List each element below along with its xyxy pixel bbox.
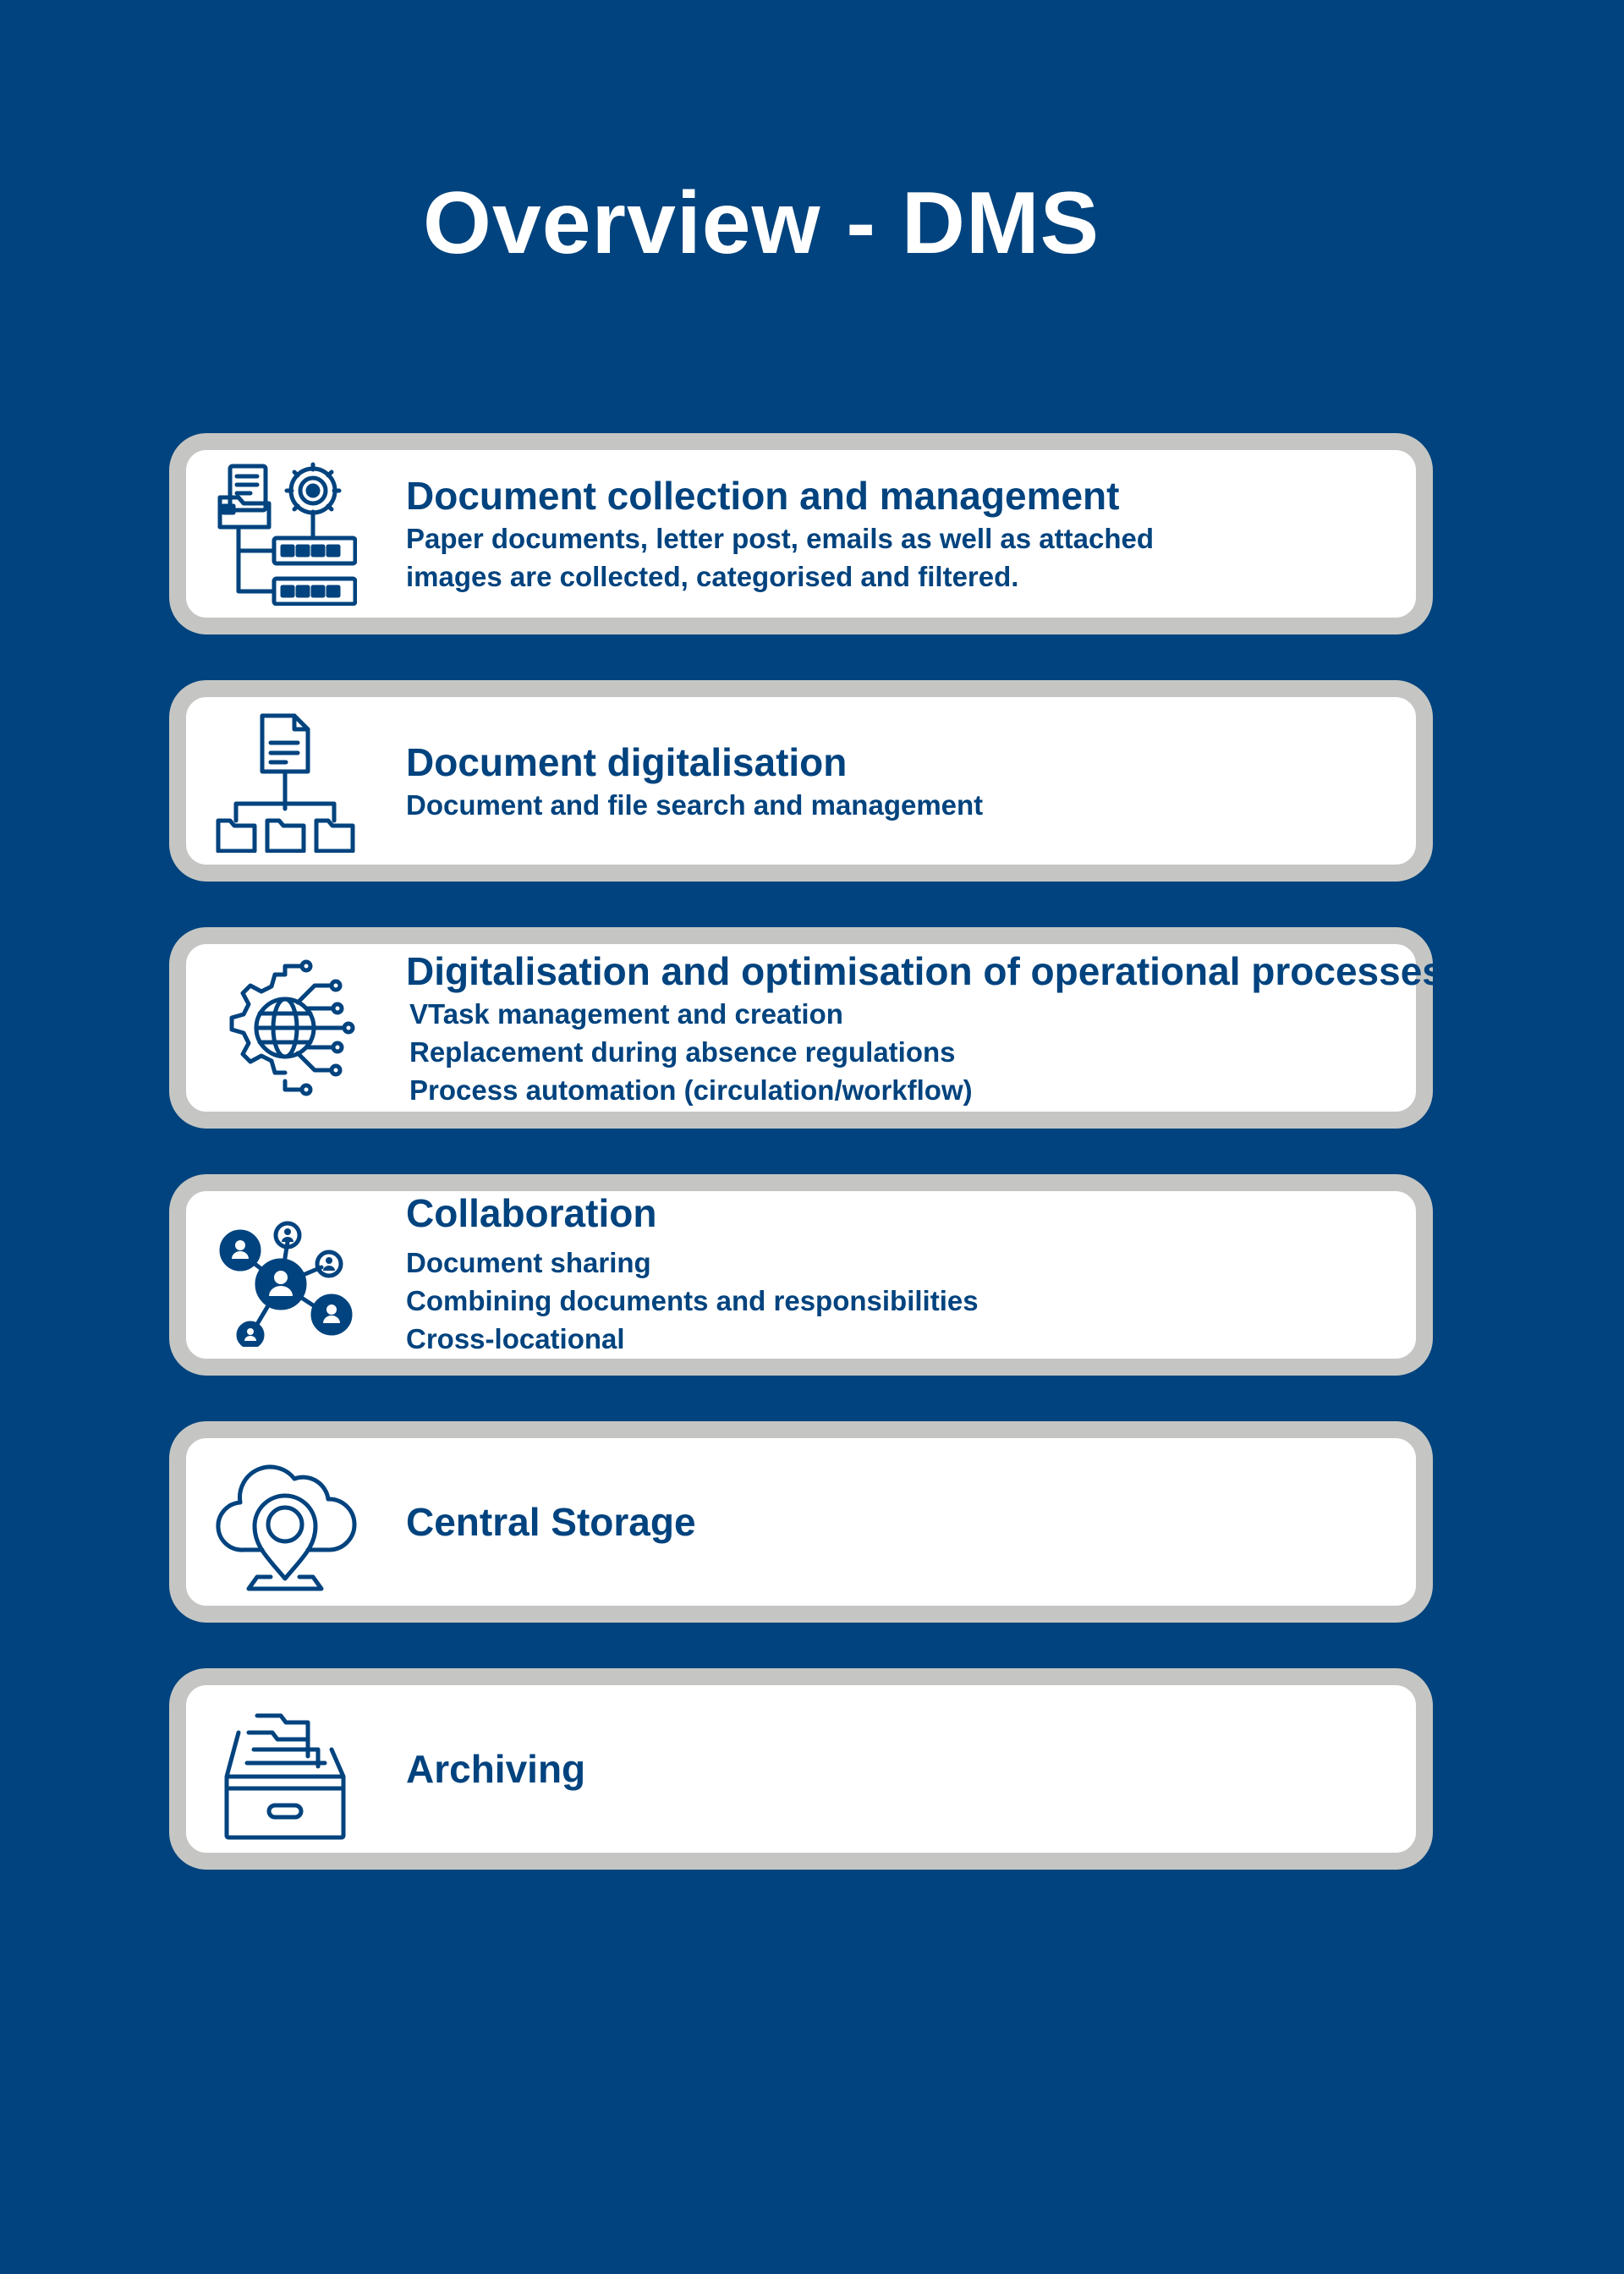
card-line: Process automation (circulation/workflow) [409, 1074, 973, 1106]
card-text [406, 944, 1444, 1112]
people-network-icon [213, 1203, 357, 1347]
card-title: Archiving [406, 1747, 586, 1791]
cloud-location-icon [213, 1450, 357, 1594]
card-collaboration [169, 1174, 1433, 1376]
card-text [406, 697, 1407, 865]
card-line: images are collected, categorised and filtered. [406, 561, 1019, 592]
archive-drawer-icon [213, 1697, 357, 1841]
gear-globe-icon [213, 956, 357, 1100]
card-line: Cross-locational [406, 1323, 625, 1354]
card-title: Digitalisation and optimisation of operational processes [406, 948, 1444, 993]
card-line: VTask management and creation [409, 997, 843, 1030]
page-title: Overview - DMS [422, 174, 1100, 272]
card-document-collection [169, 433, 1433, 634]
card-line: Paper documents, letter post, emails as well as attached [406, 523, 1154, 554]
card-line: Combining documents and responsibilities [406, 1285, 979, 1316]
card-title: Central Storage [406, 1500, 696, 1544]
card-operational-processes [169, 927, 1444, 1129]
card-text [406, 1189, 1407, 1359]
card-line: Replacement during absence regulations [409, 1035, 956, 1068]
card-document-digitalisation [169, 680, 1433, 882]
document-folders-icon [213, 709, 357, 853]
card-title: Document collection and management [406, 474, 1120, 518]
card-text [406, 1685, 1407, 1853]
card-archiving [169, 1668, 1433, 1870]
document-management-icon [213, 462, 357, 606]
card-central-storage [169, 1421, 1433, 1623]
card-text [406, 450, 1407, 618]
card-line: Document and file search and management [406, 788, 984, 821]
card-title: Collaboration [406, 1191, 657, 1235]
card-line: Document sharing [406, 1247, 651, 1278]
card-text [406, 1438, 1407, 1606]
card-title: Document digitalisation [406, 739, 848, 784]
